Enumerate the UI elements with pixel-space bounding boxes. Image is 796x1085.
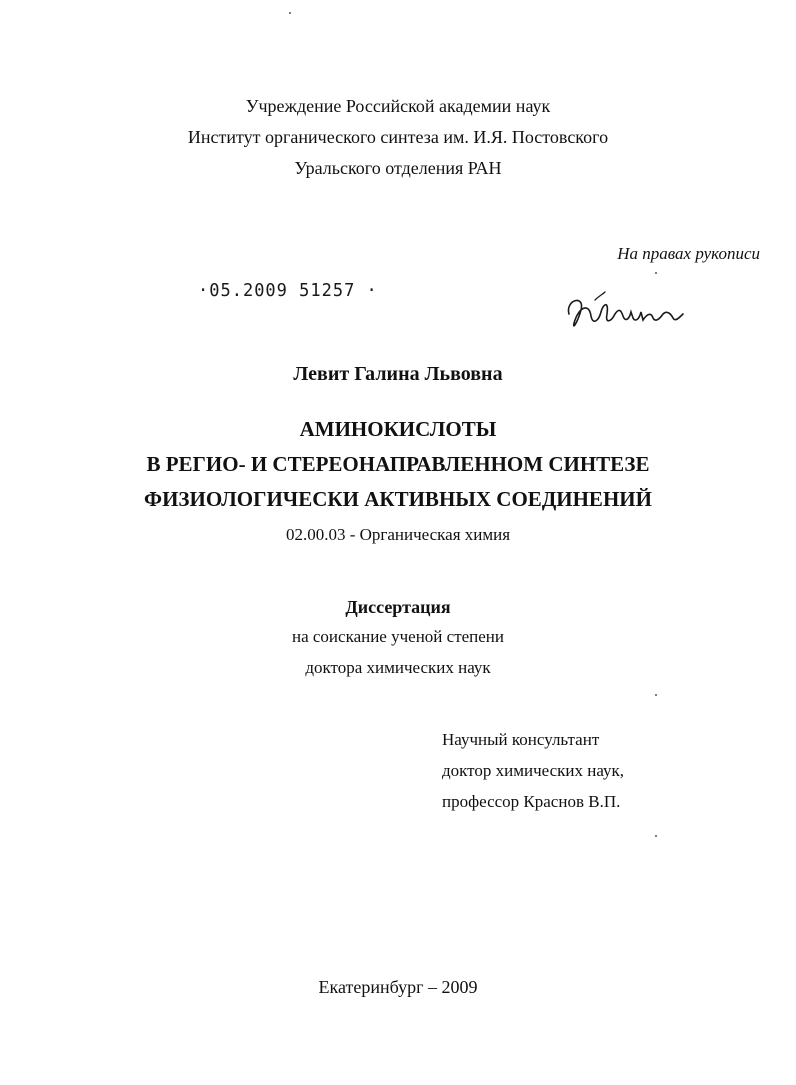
institution-line-3: Уральского отделения РАН — [294, 158, 502, 178]
degree-line-2: доктора химических наук — [305, 658, 491, 677]
scan-speck — [289, 12, 291, 14]
stamp-dot-right: · — [355, 280, 378, 302]
registration-number: 05.2009 51257 — [209, 280, 356, 302]
title-line-2: В РЕГИО- И СТЕРЕОНАПРАВЛЕННОМ СИНТЕЗЕ — [146, 452, 650, 476]
institution-line-2: Институт органического синтеза им. И.Я. Постовского — [187, 127, 609, 147]
title-line-1: АМИНОКИСЛОТЫ — [299, 417, 497, 441]
stamp-dot-left: · — [198, 280, 210, 302]
institution-line-1: Учреждение Российской академии наук — [245, 96, 551, 116]
scan-speck — [655, 835, 657, 837]
specialty: 02.00.03 - Органическая химия — [285, 525, 511, 544]
title-line-3: ФИЗИОЛОГИЧЕСКИ АКТИВНЫХ СОЕДИНЕНИЙ — [144, 487, 652, 511]
scan-speck — [655, 272, 657, 274]
scan-speck — [655, 694, 657, 696]
handwritten-signature — [555, 280, 705, 350]
work-type: Диссертация — [345, 597, 451, 617]
consultant-line-1: Научный консультант — [442, 730, 600, 749]
consultant-line-2: доктор химических наук, — [442, 761, 625, 780]
consultant-line-3: профессор Краснов В.П. — [442, 792, 621, 811]
degree-line-1: на соискание ученой степени — [291, 627, 505, 646]
manuscript-rights-note: На правах рукописи — [617, 244, 760, 263]
place-and-year: Екатеринбург – 2009 — [318, 977, 478, 997]
registration-stamp — [198, 281, 378, 302]
author-name: Левит Галина Львовна — [293, 363, 503, 385]
